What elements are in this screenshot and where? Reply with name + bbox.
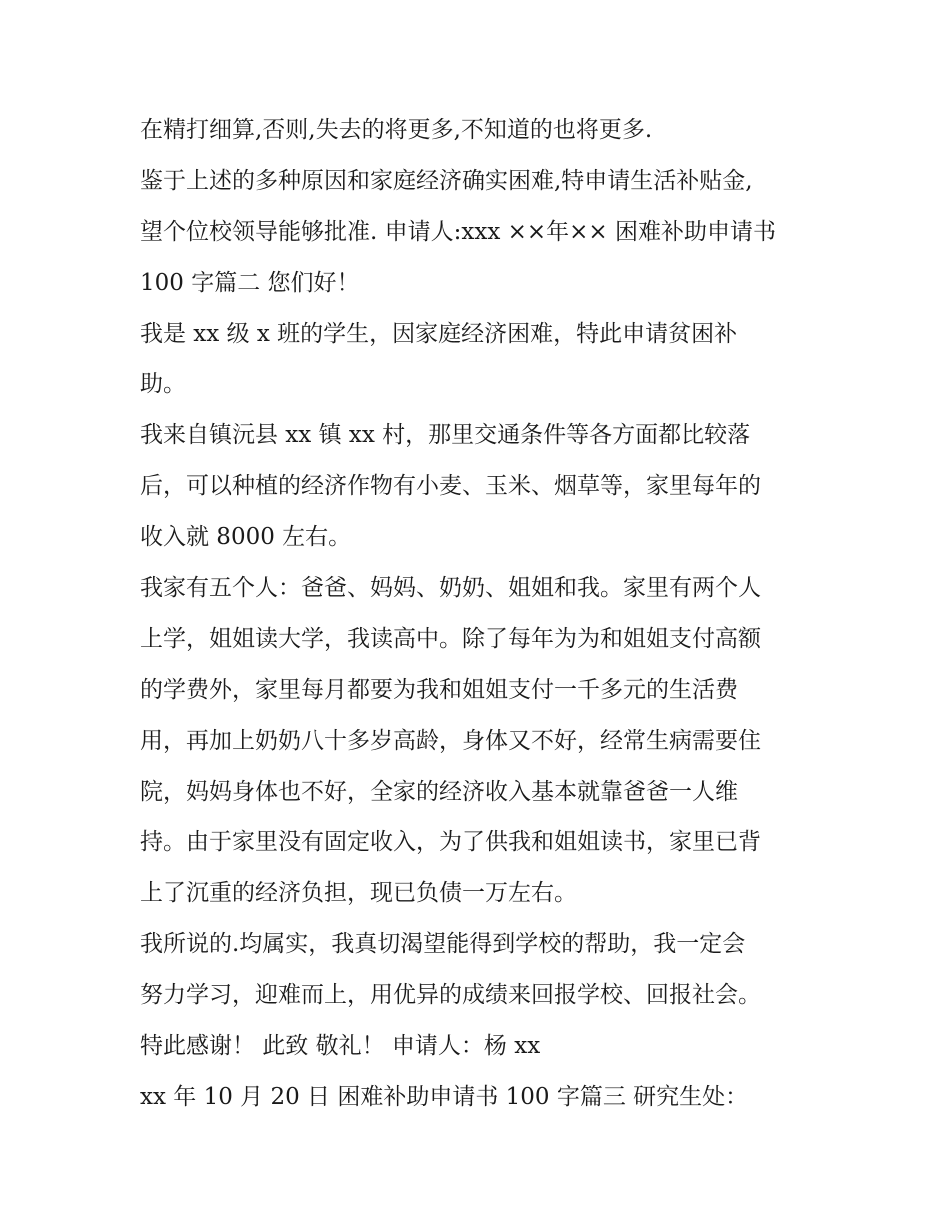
text-line: 后，可以种植的经济作物有小麦、玉米、烟草等，家里每年的	[140, 473, 761, 500]
text-line: 助。	[140, 371, 186, 398]
text-line: 努力学习，迎难而上，用优异的成绩来回报学校、回报社会。	[140, 982, 761, 1009]
text-line: 上了沉重的经济负担，现已负债一万左右。	[140, 880, 577, 907]
text-line: 望个位校领导能够批准. 申请人:xxx ××年×× 困难补助申请书	[140, 218, 776, 245]
text-line: 特此感谢！ 此致 敬礼！ 申请人：杨 xx	[140, 1033, 541, 1060]
text-line: 收入就 8000 左右。	[140, 524, 352, 551]
text-line: 鉴于上述的多种原因和家庭经济确实困难,特申请生活补贴金,	[140, 167, 753, 194]
text-line: 上学，姐姐读大学，我读高中。除了每年为为和姐姐支付高额	[140, 625, 761, 652]
text-line: 我是 xx 级 x 班的学生，因家庭经济困难，特此申请贫困补	[140, 320, 738, 347]
text-line: 我所说的.均属实，我真切渴望能得到学校的帮助，我一定会	[140, 931, 746, 958]
text-line: 我家有五个人：爸爸、妈妈、奶奶、姐姐和我。家里有两个人	[140, 575, 761, 602]
document-body	[140, 105, 820, 1123]
text-line: 我来自镇沅县 xx 镇 xx 村，那里交通条件等各方面都比较落	[140, 422, 751, 449]
text-line: 100 字篇二 您们好！	[140, 269, 360, 296]
text-line: xx 年 10 月 20 日 困难补助申请书 100 字篇三 研究生处：	[140, 1083, 749, 1110]
text-line: 院，妈妈身体也不好，全家的经济收入基本就靠爸爸一人维	[140, 778, 738, 805]
text-line: 用，再加上奶奶八十多岁高龄，身体又不好，经常生病需要住	[140, 727, 761, 754]
text-line: 持。由于家里没有固定收入，为了供我和姐姐读书，家里已背	[140, 829, 761, 856]
text-line: 在精打细算,否则,失去的将更多,不知道的也将更多.	[140, 117, 653, 143]
text-line: 的学费外，家里每月都要为我和姐姐支付一千多元的生活费	[140, 676, 738, 703]
